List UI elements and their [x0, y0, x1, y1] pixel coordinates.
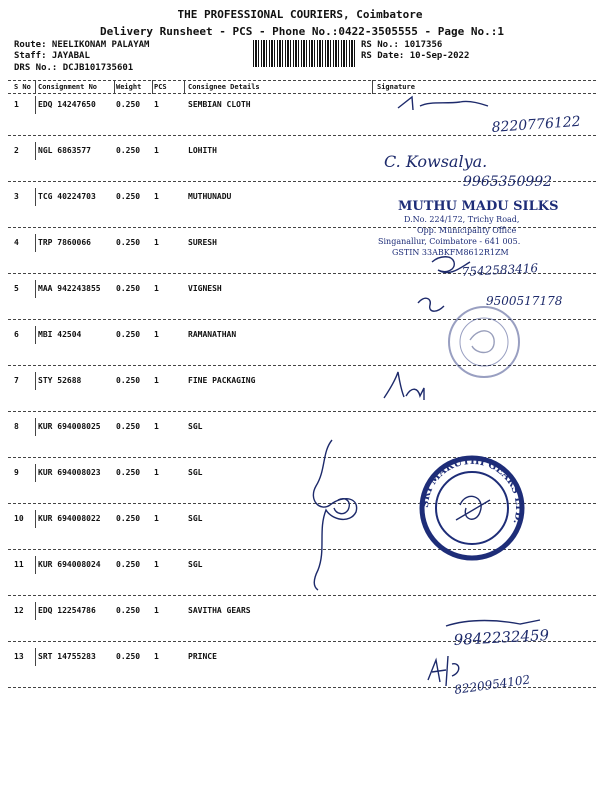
handwritten-phone-row-1: 8220776122	[491, 113, 582, 136]
stamp-address-line-2: Opp. Municipality Office	[417, 226, 517, 235]
cell-consignment: NGL 6863577	[38, 146, 91, 155]
column-header-consignment: Consignment No	[38, 83, 98, 91]
cell-consignment: KUR 694008023	[38, 468, 101, 477]
cell-pcs: 1	[154, 238, 159, 247]
column-header-pcs: PCS	[154, 83, 167, 91]
stamp-sri-maruthi-gears	[420, 456, 524, 558]
cell-sno: 13	[14, 652, 24, 661]
cell-pcs: 1	[154, 652, 159, 661]
signature-row-5	[418, 294, 563, 311]
cell-consignment: TRP 7860066	[38, 238, 91, 247]
handwritten-name-row-2: C. Kowsalya.	[384, 152, 488, 171]
staff-label: Staff: JAYABAL	[14, 51, 90, 61]
cell-weight: 0.250	[116, 376, 141, 385]
cell-pcs: 1	[154, 146, 159, 155]
cell-pcs: 1	[154, 284, 159, 293]
cell-weight: 0.250	[116, 560, 141, 569]
cell-weight: 0.250	[116, 330, 141, 339]
cell-sno: 11	[14, 560, 24, 569]
cell-pcs: 1	[154, 606, 159, 615]
cell-sno: 4	[14, 238, 19, 247]
cell-consignee: SGL	[188, 560, 203, 569]
cell-pcs: 1	[154, 422, 159, 431]
cell-consignment: MBI 42504	[38, 330, 82, 339]
signature-rows-8-11	[313, 440, 356, 590]
handwritten-phone-row-5: 9500517178	[486, 294, 563, 308]
cell-consignee: MUTHUNADU	[188, 192, 232, 201]
cell-consignee: RAMANATHAN	[188, 330, 237, 339]
svg-text:SRI MARUTHI GEARS LTD.	[420, 456, 524, 525]
cell-weight: 0.250	[116, 514, 141, 523]
signature-row-7	[384, 372, 424, 400]
cell-pcs: 1	[154, 192, 159, 201]
handwritten-phone-row-12: 9842232459	[453, 626, 550, 649]
cell-sno: 6	[14, 330, 19, 339]
cell-sno: 3	[14, 192, 19, 201]
cell-consignee: FINE PACKAGING	[188, 376, 256, 385]
handwritten-phone-row-2: 9965350992	[463, 174, 553, 190]
cell-pcs: 1	[154, 560, 159, 569]
stamp-shop-name: MUTHU MADU SILKS	[398, 199, 559, 214]
column-header-weight: Weight	[116, 83, 142, 91]
cell-sno: 9	[14, 468, 19, 477]
cell-sno: 8	[14, 422, 19, 431]
cell-consignment: KUR 694008024	[38, 560, 101, 569]
stamp-gears-ring-text: SRI MARUTHI GEARS LTD.	[419, 455, 525, 526]
signature-row-4	[432, 257, 539, 279]
cell-sno: 2	[14, 146, 19, 155]
drs-number: DRS No.: DCJB101735601	[14, 63, 134, 73]
cell-sno: 12	[14, 606, 24, 615]
cell-weight: 0.250	[116, 284, 141, 293]
cell-consignee: SEMBIAN CLOTH	[188, 100, 251, 109]
column-header-sno: S No	[14, 83, 31, 91]
cell-consignment: MAA 942243855	[38, 284, 101, 293]
signature-row-12	[446, 620, 550, 649]
cell-consignee: LOHITH	[188, 146, 217, 155]
cell-sno: 10	[14, 514, 24, 523]
cell-consignment: TCG 40224703	[38, 192, 96, 201]
rs-date: RS Date: 10-Sep-2022	[361, 51, 470, 61]
cell-weight: 0.250	[116, 652, 141, 661]
cell-consignment: KUR 694008022	[38, 514, 101, 523]
cell-weight: 0.250	[116, 422, 141, 431]
document-subtitle: Delivery Runsheet - PCS - Phone No.:0422-3505555 - Page No.:1	[100, 25, 504, 38]
cell-consignee: SGL	[188, 468, 203, 477]
cell-pcs: 1	[154, 376, 159, 385]
column-header-consignee: Consignee Details	[188, 83, 260, 91]
cell-pcs: 1	[154, 514, 159, 523]
cell-consignment: STY 52688	[38, 376, 82, 385]
signature-row-1	[398, 97, 581, 136]
cell-sno: 7	[14, 376, 19, 385]
cell-sno: 5	[14, 284, 19, 293]
stamp-round-row-6	[449, 307, 519, 377]
column-header-signature: Signature	[377, 83, 415, 91]
cell-consignee: PRINCE	[188, 652, 217, 661]
cell-weight: 0.250	[116, 146, 141, 155]
cell-consignee: SGL	[188, 422, 203, 431]
cell-consignment: EDQ 12254786	[38, 606, 96, 615]
cell-weight: 0.250	[116, 100, 141, 109]
stamp-address-line-1: D.No. 224/172, Trichy Road,	[404, 215, 520, 224]
cell-consignment: KUR 694008025	[38, 422, 101, 431]
cell-consignee: SGL	[188, 514, 203, 523]
signature-row-13	[428, 656, 531, 697]
cell-consignee: SAVITHA GEARS	[188, 606, 251, 615]
rs-number: RS No.: 1017356	[361, 40, 443, 50]
cell-consignment: EDQ 14247650	[38, 100, 96, 109]
cell-pcs: 1	[154, 100, 159, 109]
cell-pcs: 1	[154, 330, 159, 339]
document-title: THE PROFESSIONAL COURIERS, Coimbatore	[177, 8, 423, 21]
handwritten-phone-row-4: 7542583416	[461, 261, 539, 279]
cell-consignment: SRT 14755283	[38, 652, 96, 661]
cell-pcs: 1	[154, 468, 159, 477]
cell-weight: 0.250	[116, 606, 141, 615]
cell-weight: 0.250	[116, 192, 141, 201]
handwritten-phone-row-13: 8220954102	[453, 672, 532, 697]
cell-sno: 1	[14, 100, 19, 109]
stamp-address-line-3: Singanallur, Coimbatore - 641 005.	[378, 237, 521, 246]
signature-row-2	[384, 152, 552, 190]
stamp-muthu-madu-silks	[378, 199, 558, 257]
route-label: Route: NEELIKONAM PALAYAM	[14, 40, 150, 50]
cell-weight: 0.250	[116, 238, 141, 247]
cell-consignee: VIGNESH	[188, 284, 222, 293]
cell-consignee: SURESH	[188, 238, 217, 247]
cell-weight: 0.250	[116, 468, 141, 477]
stamp-gstin: GSTIN 33ABKFM8612R1ZM	[392, 248, 509, 257]
